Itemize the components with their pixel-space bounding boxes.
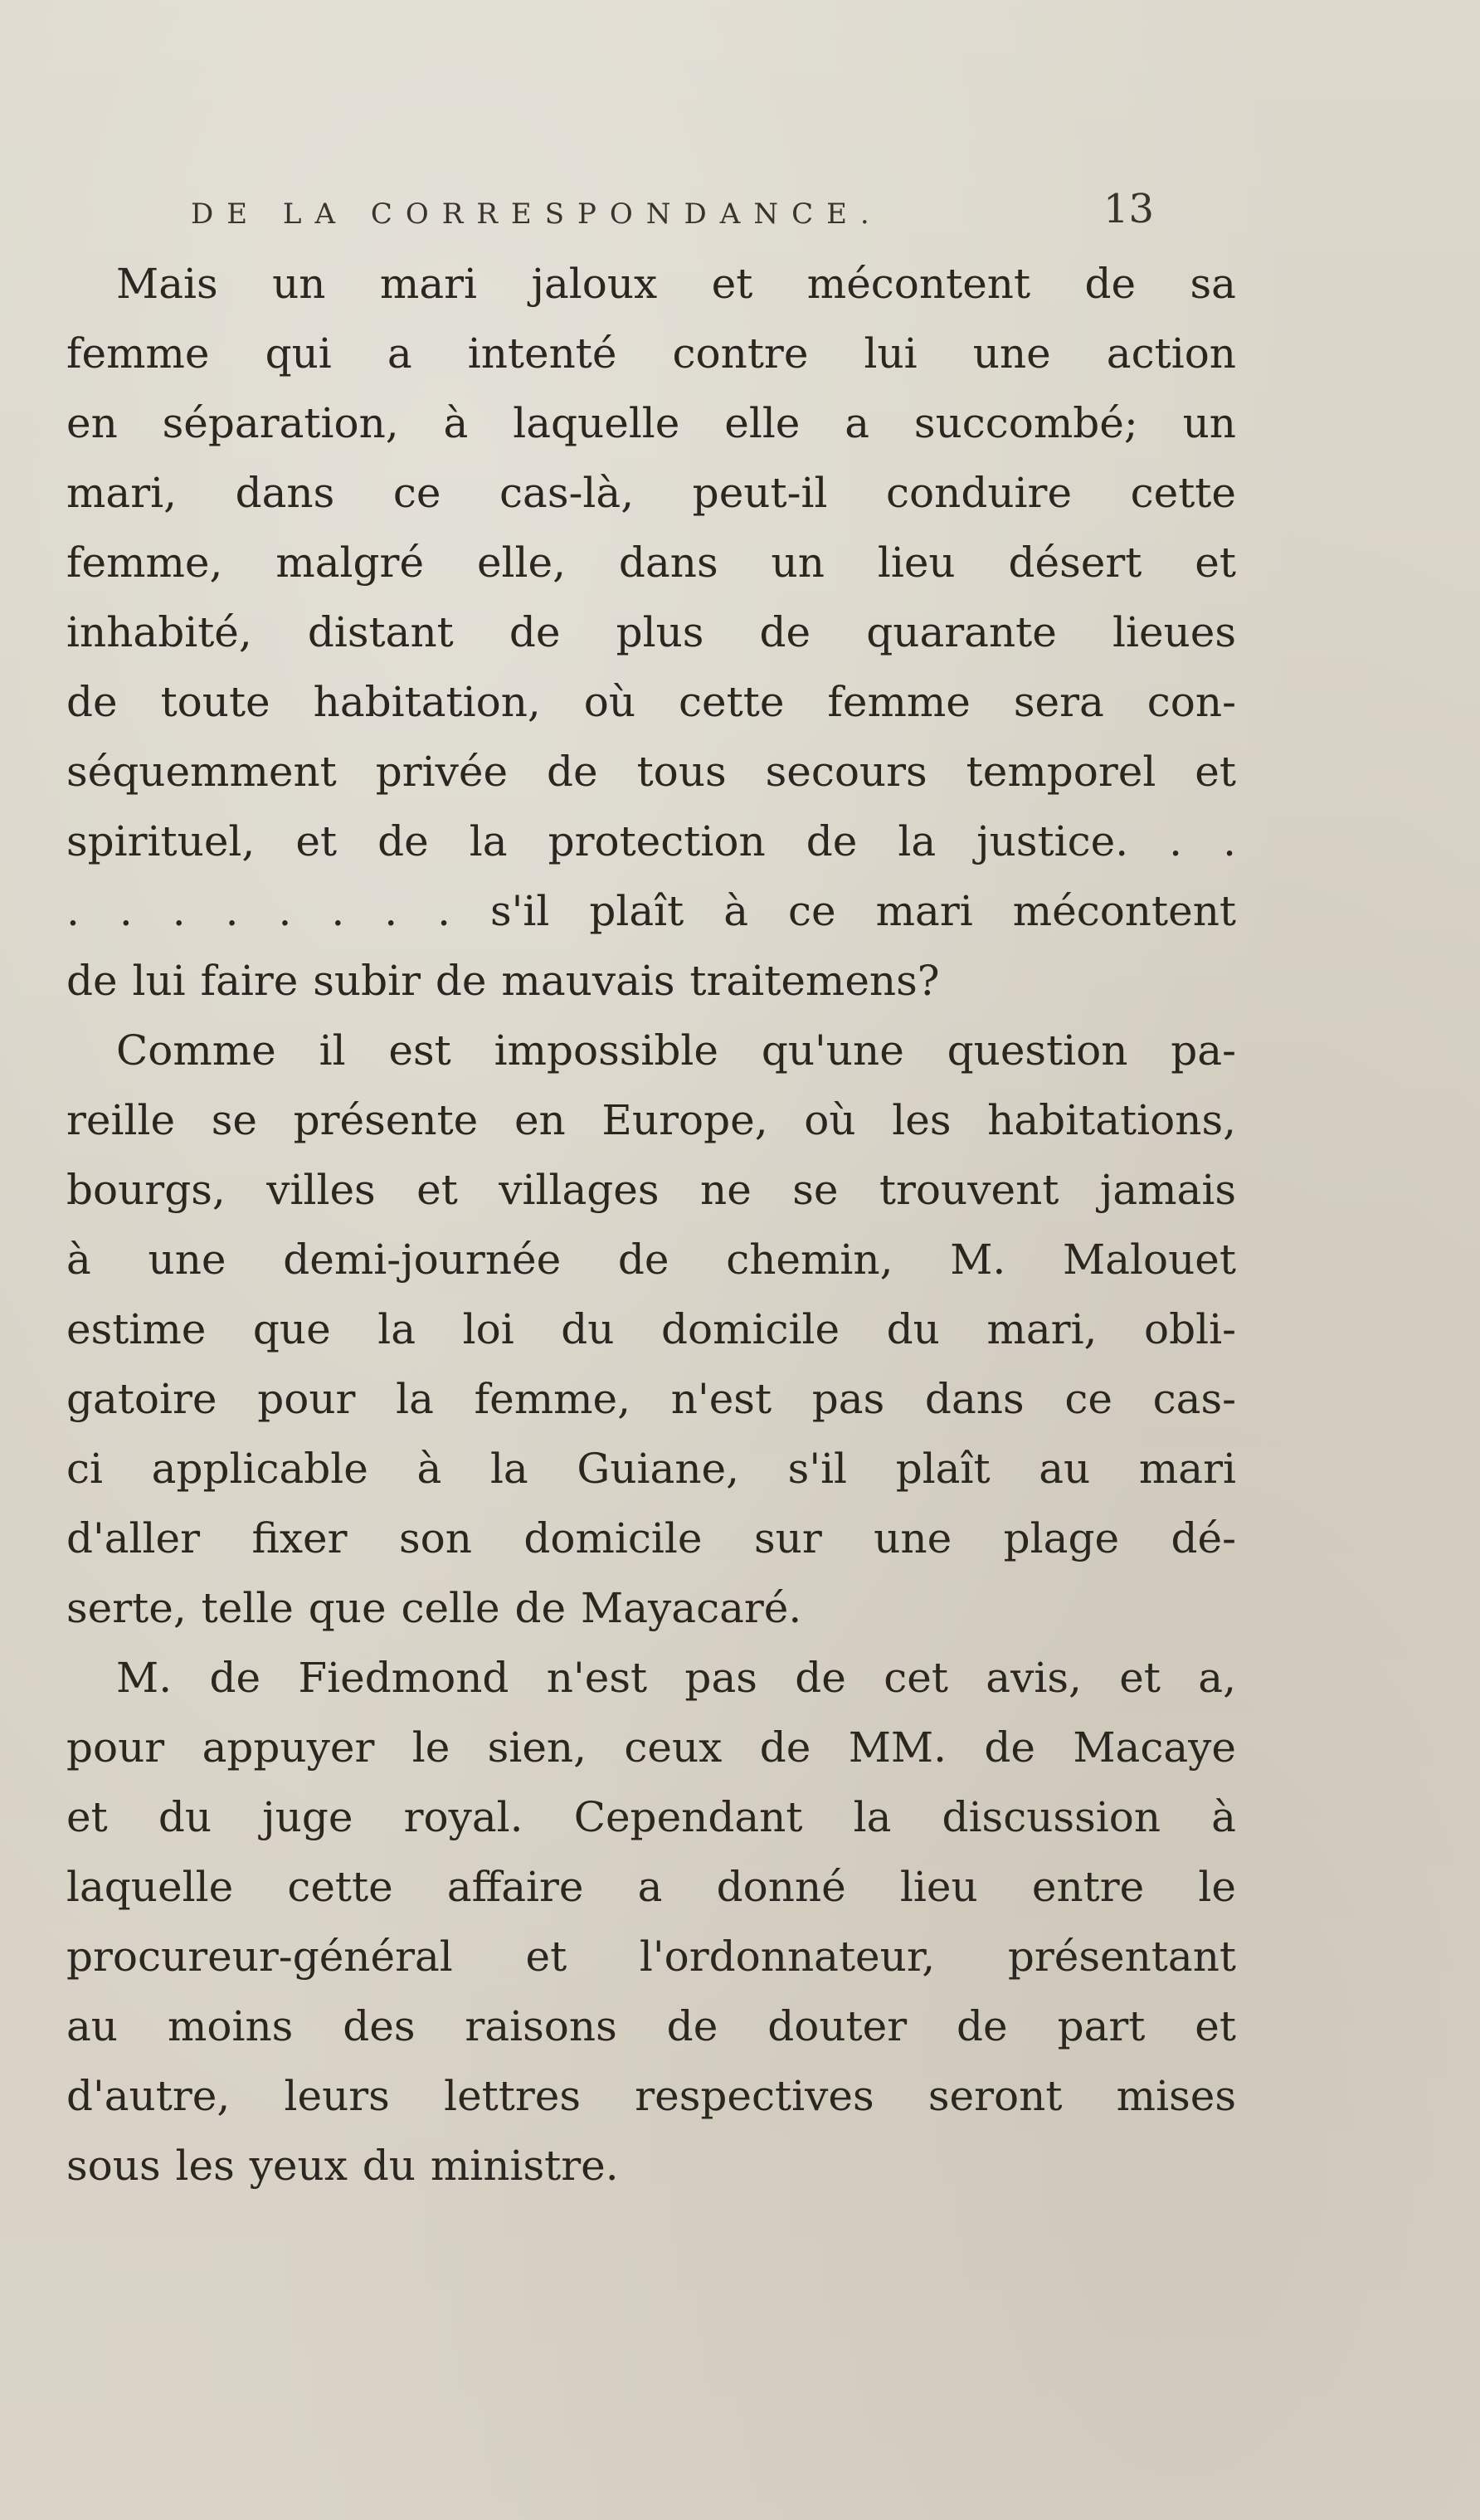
- text-line: inhabité, distant de plus de quarante lieues: [66, 608, 1236, 656]
- text-line: ci applicable à la Guiane, s'il plaît au mari: [66, 1445, 1236, 1493]
- text-line: d'autre, leurs lettres respectives seront mises: [66, 2072, 1236, 2120]
- text-line: de lui faire subir de mauvais traitemens?: [66, 957, 940, 1005]
- text-line: en séparation, à laquelle elle a succombé; un: [66, 399, 1236, 447]
- text-line: femme, malgré elle, dans un lieu désert et: [66, 539, 1236, 587]
- page-number: 13: [1103, 186, 1155, 232]
- text-line: procureur-général et l'ordonnateur, présentant: [66, 1933, 1236, 1981]
- text-line: et du juge royal. Cependant la discussion à: [66, 1793, 1236, 1841]
- text-line: gatoire pour la femme, n'est pas dans ce cas-: [66, 1375, 1236, 1423]
- text-line: femme qui a intenté contre lui une action: [66, 329, 1236, 378]
- text-line: à une demi-journée de chemin, M. Malouet: [66, 1236, 1236, 1284]
- body-text: [66, 249, 1236, 2201]
- text-line: sous les yeux du ministre.: [66, 2142, 619, 2190]
- text-line: laquelle cette affaire a donné lieu entre le: [66, 1863, 1236, 1911]
- text-line: spirituel, et de la protection de la justice. . .: [66, 817, 1236, 865]
- text-line: Comme il est impossible qu'une question pa-: [116, 1026, 1236, 1075]
- text-line: . . . . . . . . s'il plaît à ce mari mécontent: [66, 887, 1236, 935]
- text-line: séquemment privée de tous secours temporel et: [66, 748, 1236, 796]
- paragraph-1: [66, 249, 1236, 1016]
- text-line: M. de Fiedmond n'est pas de cet avis, et a,: [116, 1654, 1236, 1702]
- text-line: au moins des raisons de douter de part et: [66, 2002, 1236, 2050]
- text-line: Mais un mari jaloux et mécontent de sa: [116, 260, 1236, 308]
- running-title: DE LA CORRESPONDANCE.: [191, 197, 883, 231]
- paragraph-3: [66, 1643, 1236, 2201]
- text-line: estime que la loi du domicile du mari, obli-: [66, 1305, 1236, 1353]
- text-line: bourgs, villes et villages ne se trouvent jamais: [66, 1166, 1236, 1214]
- text-line: mari, dans ce cas-là, peut-il conduire cette: [66, 469, 1236, 517]
- text-line: pour appuyer le sien, ceux de MM. de Macaye: [66, 1723, 1236, 1772]
- text-line: de toute habitation, où cette femme sera con-: [66, 678, 1236, 726]
- text-line: serte, telle que celle de Mayacaré.: [66, 1584, 802, 1632]
- paragraph-2: [66, 1016, 1236, 1643]
- running-head: [191, 186, 1186, 247]
- text-line: d'aller fixer son domicile sur une plage dé-: [66, 1514, 1236, 1562]
- text-line: reille se présente en Europe, où les habitations,: [66, 1096, 1236, 1144]
